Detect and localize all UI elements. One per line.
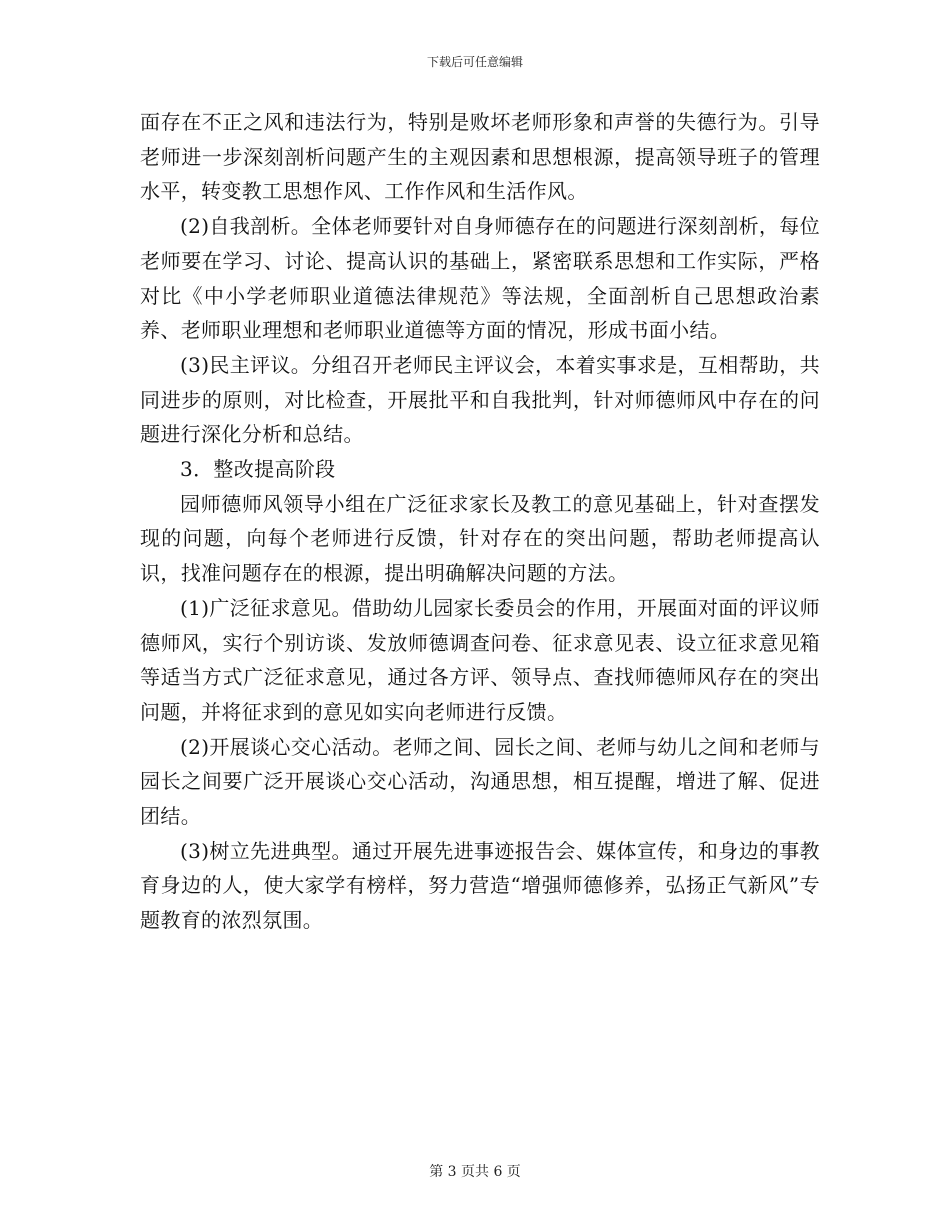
paragraph-rectification-intro: 园师德师风领导小组在广泛征求家长及教工的意见基础上，针对查摆发现的问题，向每个老师进行反馈，针对存在的突出问题，帮助老师提高认识，找准问题存在的根源，提出明确解决问题的方法。 [140, 491, 820, 586]
paragraph-self-analysis: (2)自我剖析。全体老师要针对自身师德存在的问题进行深刻剖析，每位老师要在学习、讨论、提高认识的基础上，紧密联系思想和工作实际，严格对比《中小学老师职业道德法律规范》等法规，全面剖析自己思想政治素养、老师职业理想和老师职业道德等方面的情况，形成书面小结。 [140, 214, 820, 343]
page-header: 下载后可任意编辑 [426, 55, 523, 69]
paragraph-democratic-review: (3)民主评议。分组召开老师民主评议会，本着实事求是，互相帮助，共同进步的原则，对比检查，开展批平和自我批判，针对师德师风中存在的问题进行深化分析和总结。 [140, 352, 820, 447]
paragraph-role-models: (3)树立先进典型。通过开展先进事迹报告会、媒体宣传，和身边的事教育身边的人，使大家学有榜样，努力营造“增强师德修养，弘扬正气新风”专题教育的浓烈氛围。 [140, 838, 820, 933]
paragraph-continuation: 面存在不正之风和违法行为，特别是败坏老师形象和声誉的失德行为。引导老师进一步深刻剖析问题产生的主观因素和思想根源，提高领导班子的管理水平，转变教工思想作风、工作作风和生活作风。 [140, 110, 820, 204]
document-body [140, 105, 820, 938]
paragraph-heart-to-heart: (2)开展谈心交心活动。老师之间、园长之间、老师与幼儿之间和老师与园长之间要广泛开展谈心交心活动，沟通思想，相互提醒，增进了解、促进团结。 [140, 734, 820, 829]
section-heading-rectification: 3．整改提高阶段 [180, 457, 336, 482]
paragraph-solicit-opinions: (1)广泛征求意见。借助幼儿园家长委员会的作用，开展面对面的评议师德师风，实行个别访谈、发放师德调查问卷、征求意见表、设立征求意见箱等适当方式广泛征求意见，通过各方评、领导点、查找师德师风存在的突出问题，并将征求到的意见如实向老师进行反馈。 [140, 595, 820, 724]
page-footer: 第 3 页共 6 页 [429, 1164, 521, 1180]
